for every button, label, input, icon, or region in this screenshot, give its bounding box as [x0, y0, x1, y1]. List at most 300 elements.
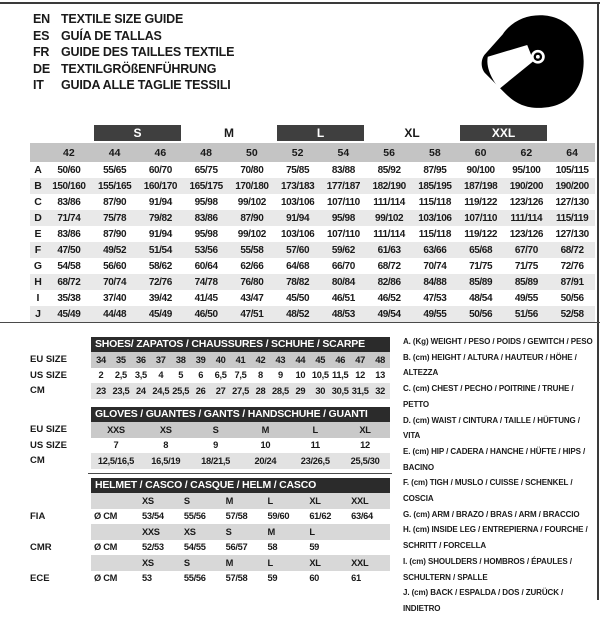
- size-value: 11: [310, 440, 320, 451]
- measurement-value: 44/48: [103, 308, 127, 320]
- helmet-size-value: 60: [309, 573, 320, 584]
- helmet-size-value: 59/60: [267, 511, 290, 522]
- measurement-value: 127/130: [555, 228, 589, 240]
- measurement-value: 63/66: [423, 244, 447, 256]
- measurement-value: 123/126: [509, 228, 544, 240]
- measurement-row-label: C: [34, 196, 42, 208]
- helmet-values: [91, 493, 390, 509]
- measurement-value: 127/130: [555, 196, 589, 208]
- numeric-size-header: 62: [504, 143, 550, 162]
- measurement-value: 107/110: [464, 212, 498, 224]
- shoes-title-text: SHOES/ ZAPATOS / CHAUSSURES / SCHUHE / SCARPE: [95, 338, 365, 350]
- size-value: 27,5: [232, 385, 249, 396]
- language-code: IT: [33, 78, 44, 93]
- size-value: 36: [135, 354, 146, 365]
- measurement-value: 76/80: [240, 276, 264, 288]
- size-value: 42: [255, 354, 266, 365]
- size-value: 6,5: [214, 370, 227, 381]
- measurement-value: 90/100: [466, 164, 495, 176]
- row-label: CM: [30, 385, 45, 397]
- size-value: 24: [135, 385, 146, 396]
- helmet-size-label: XS: [183, 526, 196, 537]
- size-group-cell: [92, 123, 184, 143]
- size-value: XS: [159, 424, 172, 435]
- gloves-title-text: GLOVES / GUANTES / GANTS / HANDSCHUHE / GUANTI: [95, 408, 368, 420]
- size-value: 12,5/16,5: [97, 455, 134, 466]
- measurement-row: [30, 258, 595, 274]
- measurement-row-label: H: [34, 276, 42, 288]
- measurement-row-label: A: [34, 164, 42, 176]
- measurement-value: 87/90: [240, 212, 264, 224]
- measurement-row: [30, 210, 595, 226]
- numeric-size-header: 44: [92, 143, 138, 162]
- helmet-values: [91, 571, 390, 587]
- size-group-cell: [458, 123, 550, 143]
- size-group-label: XXL: [460, 125, 548, 141]
- measurement-value: 115/118: [418, 228, 451, 240]
- helmet-size-label: XL: [309, 557, 321, 568]
- size-group-spacer: [549, 123, 595, 143]
- size-value: 23,5: [112, 385, 130, 396]
- size-value: 12: [360, 440, 370, 451]
- measurement-value: 82/86: [377, 276, 401, 288]
- numeric-size-header: 42: [46, 143, 92, 162]
- helmet-size-label: M: [225, 495, 234, 506]
- measurement-value: 71/74: [57, 212, 81, 224]
- language-title: GUIDA ALLE TAGLIE TESSILI: [61, 78, 231, 93]
- measurement-value: 65/68: [469, 244, 493, 256]
- size-group-label: M: [224, 126, 234, 140]
- measurement-value: 99/102: [237, 196, 266, 208]
- helmet-size-value: 63/64: [351, 511, 373, 522]
- measurement-value: 83/86: [57, 228, 81, 240]
- measurement-value: 190/200: [555, 180, 589, 192]
- size-value: 44: [295, 354, 306, 365]
- measurement-value: 49/54: [377, 308, 401, 320]
- measurement-value: 85/92: [377, 164, 401, 176]
- measurement-row: [30, 194, 595, 210]
- legend-item: I. (cm) SHOULDERS / HOMBROS / ÉPAULES / SCHULTERN / SPALLE: [403, 556, 572, 582]
- numeric-size-header: 52: [275, 143, 321, 162]
- row-label: EU SIZE: [30, 424, 67, 436]
- measurement-value: 47/53: [423, 292, 447, 304]
- helmet-values: [91, 555, 390, 571]
- legend-item: B. (cm) HEIGHT / ALTURA / HAUTEUR / HÖHE / ALTEZZA: [403, 352, 577, 378]
- numeric-size-header-row: [30, 143, 595, 162]
- size-values: [91, 438, 390, 454]
- racing-helmet-icon: [474, 12, 590, 110]
- measurement-value: 72/76: [148, 276, 172, 288]
- size-value: 12: [355, 370, 366, 381]
- row-label: [30, 493, 91, 509]
- size-value: 35: [116, 354, 126, 365]
- measurement-row-label: G: [33, 260, 43, 272]
- size-value: 31,5: [351, 385, 369, 396]
- size-value: 46: [335, 354, 346, 365]
- size-row: [30, 422, 390, 438]
- language-title: GUÍA DE TALLAS: [61, 28, 162, 43]
- size-value: XXS: [107, 424, 125, 435]
- measurement-value: 70/74: [423, 260, 447, 272]
- measurement-value: 71/75: [469, 260, 493, 272]
- size-value: 7,5: [234, 370, 247, 381]
- row-label-spacer: [30, 143, 46, 162]
- measurement-row-label: J: [35, 308, 41, 320]
- size-value: 45: [315, 354, 326, 365]
- row-label: ECE: [30, 572, 50, 584]
- measurement-value: 67/70: [514, 244, 538, 256]
- helmet-size-value: 54/55: [183, 542, 206, 553]
- measurement-value: 71/75: [514, 260, 538, 272]
- language-row: [33, 11, 234, 28]
- helmet-size-label: M: [267, 526, 275, 537]
- helmet-size-value: 55/56: [183, 573, 206, 584]
- size-value: 9: [277, 370, 283, 381]
- measurement-value: 57/60: [286, 244, 310, 256]
- measurement-value: 37/40: [103, 292, 127, 304]
- gloves-table: [30, 407, 390, 469]
- measurement-row: [30, 274, 595, 290]
- helmet-size-value: 59: [309, 542, 320, 553]
- helmet-size-label: S: [225, 526, 232, 537]
- numeric-size-header: 60: [458, 143, 504, 162]
- helmet-row: [30, 540, 390, 556]
- measurement-row: [30, 162, 595, 178]
- shoes-rows: [30, 352, 390, 399]
- size-group-row: [30, 123, 595, 143]
- measurement-row: [30, 306, 595, 322]
- measurement-value: 45/49: [148, 308, 172, 320]
- measurement-value: 119/122: [464, 228, 498, 240]
- helmet-size-label: XS: [142, 495, 154, 506]
- measurement-value: 84/88: [423, 276, 447, 288]
- language-code: ES: [33, 28, 50, 43]
- measurement-value: 66/70: [331, 260, 355, 272]
- measurement-row: [30, 290, 595, 306]
- measurement-value: 46/51: [331, 292, 355, 304]
- row-label: CMR: [30, 541, 52, 553]
- measurement-value: 75/78: [103, 212, 127, 224]
- helmet-size-value: 55/56: [183, 511, 206, 522]
- measurement-value: 123/126: [509, 196, 544, 208]
- helmet-size-value: 61/62: [309, 511, 332, 522]
- size-value: 47: [355, 354, 366, 365]
- language-code: FR: [33, 45, 50, 60]
- measurement-value: 150/160: [52, 180, 86, 192]
- measurement-value: 55/65: [103, 164, 127, 176]
- size-value: 16,5/19: [151, 455, 181, 466]
- helmet-size-value: 57/58: [225, 511, 248, 522]
- size-group-cell: [275, 123, 367, 143]
- measurement-value: 48/53: [331, 308, 355, 320]
- measurement-value: 85/89: [469, 276, 493, 288]
- size-value: 29: [295, 385, 306, 396]
- right-border: [597, 2, 599, 600]
- size-group-spacer: [30, 123, 92, 143]
- size-value: 30,5: [331, 385, 349, 396]
- size-group-label: L: [277, 125, 365, 141]
- measurement-value: 72/76: [560, 260, 584, 272]
- measurement-value: 111/114: [373, 196, 405, 208]
- helmet-size-value: 61: [351, 573, 361, 584]
- helmet-size-value: 58: [267, 542, 278, 553]
- size-values: [91, 368, 390, 384]
- numeric-size-header: 46: [138, 143, 184, 162]
- language-row: [33, 44, 234, 61]
- numeric-size-header: 50: [229, 143, 275, 162]
- helmet-size-label: XS: [142, 557, 154, 568]
- measurement-value: 65/75: [194, 164, 218, 176]
- measurement-value: 165/175: [189, 180, 223, 192]
- measurement-value: 95/100: [512, 164, 541, 176]
- measurement-value: 105/115: [555, 164, 589, 176]
- legend-item: H. (cm) INSIDE LEG / ENTREPIERNA / FOURCHE / SCHRITT / FORCELLA: [403, 525, 588, 551]
- measurement-value: 91/94: [148, 196, 172, 208]
- measurement-value: 87/91: [560, 276, 584, 288]
- measurement-row-label: D: [34, 212, 42, 224]
- helmet-size-label: XXL: [351, 495, 369, 506]
- measurement-value: 75/85: [286, 164, 310, 176]
- size-value: 10: [295, 370, 306, 381]
- measurement-value: 60/70: [148, 164, 172, 176]
- size-value: 9: [213, 440, 218, 451]
- measurement-value: 51/56: [514, 308, 538, 320]
- size-group-cell: [366, 123, 458, 143]
- measurement-value: 91/94: [286, 212, 310, 224]
- helmet-size-label: S: [183, 495, 190, 506]
- size-value: 40: [215, 354, 226, 365]
- measurement-value: 47/50: [57, 244, 81, 256]
- measurement-value: 70/80: [240, 164, 264, 176]
- helmet-table-title: [91, 478, 390, 493]
- size-value: 8: [258, 370, 263, 381]
- measurement-value: 48/52: [286, 308, 310, 320]
- measurement-value: 53/56: [194, 244, 218, 256]
- helmet-size-value: 56/57: [225, 542, 248, 553]
- helmet-size-label: XXS: [142, 526, 160, 537]
- measurement-value: 182/190: [372, 180, 406, 192]
- legend-item: F. (cm) TIGH / MUSLO / CUISSE / SCHENKEL / COSCIA: [403, 478, 573, 504]
- size-group-cell: [183, 123, 275, 143]
- measurement-value: 54/58: [57, 260, 81, 272]
- measurement-value: 103/106: [418, 212, 452, 224]
- helmet-size-label: L: [267, 495, 273, 506]
- measurement-value: 49/55: [514, 292, 538, 304]
- helmet-size-value: 57/58: [225, 573, 248, 584]
- size-value: 34: [96, 354, 106, 365]
- helmet-size-label: S: [183, 557, 190, 568]
- legend-item: J. (cm) BACK / ESPALDA / DOS / ZURÜCK / INDIETRO: [403, 588, 564, 613]
- helmet-values: [91, 524, 390, 540]
- helmet-row: [30, 493, 390, 509]
- language-title: GUIDE DES TAILLES TEXTILE: [61, 45, 235, 60]
- helmet-size-value: 53: [142, 573, 152, 584]
- row-label: [30, 555, 91, 571]
- measurement-value: 190/200: [509, 180, 544, 192]
- size-value: 10: [260, 440, 271, 451]
- legend-item: E. (cm) HIP / CADERA / HANCHE / HÜFTE / HIPS / BACINO: [403, 446, 586, 472]
- size-values: [91, 352, 390, 368]
- measurement-value: 60/64: [194, 260, 218, 272]
- measurement-value: 87/90: [103, 196, 127, 208]
- measurement-value: 49/52: [103, 244, 127, 256]
- size-value: 4: [158, 370, 164, 381]
- measurement-value: 91/94: [148, 228, 172, 240]
- size-value: 25,5/30: [350, 455, 380, 466]
- measurement-value: 47/51: [240, 308, 264, 320]
- measurement-row-label: I: [36, 292, 40, 304]
- helmet-size-label: M: [225, 557, 234, 568]
- diameter-unit-label: Ø CM: [94, 542, 118, 553]
- size-group-label: S: [94, 125, 182, 141]
- size-value: 25,5: [172, 385, 190, 396]
- size-values: [91, 453, 390, 469]
- measurement-value: 68/72: [560, 244, 584, 256]
- gloves-rows: [30, 422, 390, 469]
- measurement-value: 177/187: [326, 180, 361, 192]
- language-title: TEXTILGRÖßENFÜHRUNG: [61, 61, 217, 76]
- size-value: 43: [275, 354, 286, 365]
- size-value: 48: [375, 354, 385, 365]
- measurement-value: 45/49: [57, 308, 81, 320]
- legend-item: A. (Kg) WEIGHT / PESO / POIDS / GEWITCH / PESO: [403, 337, 593, 346]
- measurement-value: 85/89: [514, 276, 538, 288]
- measurement-value: 46/50: [194, 308, 218, 320]
- measurement-value: 185/195: [418, 180, 452, 192]
- measurement-value: 50/56: [560, 292, 584, 304]
- helmet-size-value: 52/53: [142, 542, 164, 553]
- measurement-row: [30, 242, 595, 258]
- measurement-value: 80/84: [331, 276, 355, 288]
- measurement-value: 111/114: [510, 212, 543, 224]
- measurement-value: 95/98: [194, 228, 218, 240]
- size-value: L: [312, 424, 318, 435]
- helmet-row: [30, 555, 390, 571]
- size-value: 2,5: [114, 370, 127, 381]
- size-value: 37: [155, 354, 166, 365]
- language-code: DE: [33, 61, 50, 76]
- size-value: 32: [375, 385, 385, 396]
- row-label: FIA: [30, 510, 46, 522]
- size-row: [30, 368, 390, 384]
- measurement-value: 173/183: [280, 180, 315, 192]
- helmet-size-value: 53/54: [142, 511, 164, 522]
- measurement-value: 64/68: [286, 260, 310, 272]
- measurement-value: 50/56: [469, 308, 493, 320]
- legend-item: D. (cm) WAIST / CINTURA / TAILLE / HÜFTUNG / VITA: [403, 415, 580, 441]
- helmet-row: [30, 571, 390, 587]
- helmet-size-label: L: [267, 557, 273, 568]
- measurement-value: 115/119: [556, 212, 589, 224]
- measurement-value: 49/55: [423, 308, 447, 320]
- measurement-value: 79/82: [148, 212, 172, 224]
- measurement-value: 68/72: [57, 276, 81, 288]
- measurement-value: 39/42: [148, 292, 172, 304]
- helmet-values: [91, 509, 390, 525]
- textile-size-table: [30, 123, 595, 322]
- size-value: XL: [359, 424, 371, 435]
- language-list: [33, 11, 234, 94]
- section-divider: [0, 322, 600, 323]
- row-label: US SIZE: [30, 439, 67, 451]
- measurement-value: 70/74: [103, 276, 127, 288]
- measurement-value: 115/118: [418, 196, 451, 208]
- measurement-value: 51/54: [148, 244, 172, 256]
- size-value: 10,5: [311, 370, 329, 381]
- row-label: US SIZE: [30, 369, 67, 381]
- measurement-value: 107/110: [326, 228, 360, 240]
- helmet-size-value: 59: [267, 573, 278, 584]
- measurement-value: 99/102: [375, 212, 404, 224]
- row-label: [30, 524, 91, 540]
- measurement-value: 170/180: [235, 180, 269, 192]
- size-value: 11,5: [332, 370, 349, 381]
- numeric-size-header: 64: [549, 143, 595, 162]
- measurement-value: 119/122: [464, 196, 498, 208]
- measurement-value: 103/106: [280, 228, 315, 240]
- numeric-size-header: 48: [183, 143, 229, 162]
- size-value: 39: [195, 354, 206, 365]
- size-group-label: XL: [404, 126, 420, 140]
- textile-size-table-body: [30, 123, 595, 322]
- size-value: 13: [375, 370, 385, 381]
- size-value: 20/24: [254, 455, 277, 466]
- size-value: 7: [113, 440, 119, 451]
- size-value: 6: [198, 370, 204, 381]
- size-value: S: [212, 424, 219, 435]
- measurement-legend: [403, 334, 597, 617]
- shoes-table: [30, 337, 390, 399]
- size-value: 28,5: [271, 385, 289, 396]
- helmet-size-label: L: [309, 526, 315, 537]
- measurement-value: 83/86: [194, 212, 218, 224]
- legend-item: G. (cm) ARM / BRAZO / BRAS / ARM / BRACCIO: [403, 509, 580, 519]
- measurement-value: 41/45: [194, 292, 218, 304]
- measurement-value: 87/95: [423, 164, 447, 176]
- measurement-value: 155/165: [97, 180, 132, 192]
- measurement-value: 43/47: [240, 292, 264, 304]
- measurement-value: 58/62: [148, 260, 172, 272]
- size-value: 41: [235, 354, 246, 365]
- row-label: CM: [30, 455, 45, 467]
- language-row: [33, 28, 234, 45]
- size-row: [30, 453, 390, 469]
- helmet-rows: [30, 493, 390, 586]
- measurement-value: 50/60: [57, 164, 81, 176]
- measurement-value: 95/98: [331, 212, 355, 224]
- helmet-values: [91, 540, 390, 556]
- language-title: TEXTILE SIZE GUIDE: [61, 12, 184, 27]
- diameter-unit-label: Ø CM: [94, 511, 118, 522]
- measurement-row-label: F: [34, 244, 42, 256]
- size-row: [30, 438, 390, 454]
- size-value: 2: [98, 370, 104, 381]
- size-row: [30, 352, 390, 368]
- language-row: [33, 77, 234, 94]
- helmet-size-label: XXL: [351, 557, 369, 568]
- measurement-value: 187/198: [463, 180, 498, 192]
- measurement-value: 83/86: [57, 196, 81, 208]
- measurement-value: 46/52: [377, 292, 401, 304]
- top-border: [0, 2, 600, 4]
- size-value: 24,5: [152, 385, 170, 396]
- helmet-title-text: HELMET / CASCO / CASQUE / HELM / CASCO: [95, 479, 317, 491]
- size-value: 3,5: [134, 370, 147, 381]
- numeric-size-header: 56: [366, 143, 412, 162]
- measurement-value: 160/170: [143, 180, 178, 192]
- size-value: M: [261, 424, 270, 435]
- size-value: 30: [315, 385, 326, 396]
